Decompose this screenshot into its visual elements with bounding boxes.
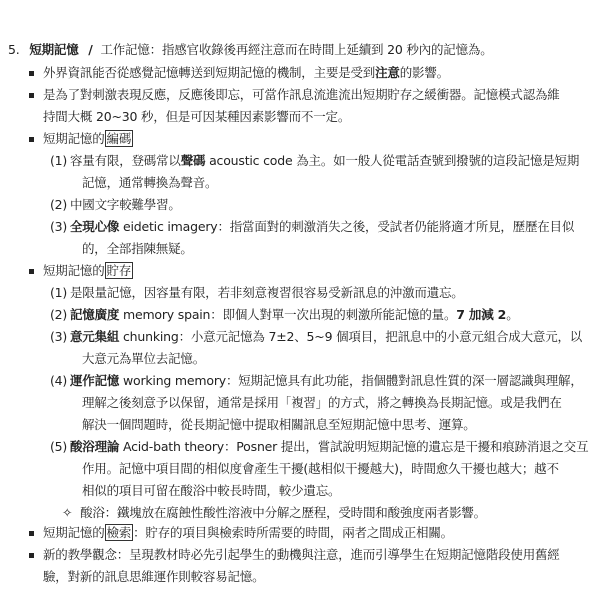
section-description: 工作記憶：指感官收錄後再經注意而在時間上延續到 20 秒內的記憶為。 (100, 42, 493, 57)
encoding-item-number: (3) (50, 219, 68, 234)
storage-item-3: 意元集組 chunking：小意元記憶為 7±2、5~9 個項目，把訊息中的小意元組合成大意元，以 (70, 329, 583, 344)
storage-item-4-line2: 理解之後刻意予以保留，通常是採用「複習」的方式，將之轉換為長期記憶。或是我們在 (82, 395, 562, 410)
bullet-attention: 外界資訊能否從感覺記憶轉送到短期記憶的機制，主要是受到注意的影響。 (43, 65, 449, 80)
storage-item-4-line3: 解決一個問題時，從長期記憶中提取相關訊息至短期記憶中思考、運算。 (82, 417, 476, 432)
acid-bath-note: ✧ 酸浴：鐵塊放在腐蝕性酸性溶液中分解之歷程，受時間和酸強度兩者影響。 (62, 505, 486, 520)
storage-item-number: (3) (50, 329, 68, 344)
bullet-marker (29, 531, 34, 536)
encoding-item-2: 中國文字較難學習。 (70, 197, 181, 212)
bullet-buffer-line2: 持間大概 20~30 秒，但是可因某種因素影響而不一定。 (43, 109, 351, 124)
section-heading (8, 42, 493, 58)
section-number: 5. (8, 42, 20, 57)
encoding-item-1: 容量有限，登碼常以聲碼 acoustic code 為主。如一般人從電話查號到撥號的這段記憶是短期 (70, 153, 580, 168)
bullet-marker (29, 137, 34, 142)
storage-item-1: 是限量記憶，因容量有限，若非刻意複習很容易受新訊息的沖激而遺忘。 (70, 285, 464, 300)
storage-item-5-line2: 作用。記憶中項目間的相似度會產生干擾(越相似干擾越大)，時間愈久干擾也越大；越不 (82, 461, 559, 476)
bullet-encoding: 短期記憶的 編碼 (43, 131, 132, 146)
encoding-item-1-line2: 記憶，通常轉換為聲音。 (82, 175, 218, 190)
storage-item-number: (1) (50, 285, 68, 300)
storage-item-number: (5) (50, 439, 68, 454)
storage-item-number: (4) (50, 373, 68, 388)
bullet-marker (29, 553, 34, 558)
bullet-teaching-line1: 新的教學觀念：呈現教材時必先引起學生的動機與注意，進而引導學生在短期記憶階段使用舊經 (43, 547, 560, 562)
encoding-item-number: (2) (50, 197, 68, 212)
storage-item-4: 運作記憶 working memory：短期記憶具有此功能，指個體對訊息性質的深一層認識與理解， (70, 373, 583, 388)
bullet-retrieval: 短期記憶的 檢索 ：貯存的項目與檢索時所需要的時間，兩者之間成正相關。 (43, 525, 453, 540)
storage-item-2: 記憶廣度 memory spain：即個人對單一次出現的刺激所能記憶的量。7 加減 2。 (70, 307, 519, 322)
storage-item-5-line3: 相似的項目可留在酸浴中較長時間，較少遺忘。 (82, 483, 341, 498)
bullet-buffer-line1: 是為了對刺激表現反應，反應後即忘，可當作訊息流進流出短期貯存之緩衝器。記憶模式認為維 (43, 87, 560, 102)
bullet-marker (29, 269, 34, 274)
retrieval-boxed-term: 檢索 (106, 525, 132, 540)
storage-item-number: (2) (50, 307, 68, 322)
section-title: 短期記憶 (29, 42, 79, 57)
section-slash: / (88, 42, 93, 57)
storage-item-3-line2: 大意元為單位去記憶。 (82, 351, 206, 366)
bullet-marker (29, 71, 34, 76)
bullet-storage: 短期記憶的 貯存 (43, 263, 132, 278)
attention-emphasis: 注意 (375, 65, 400, 80)
encoding-item-3-line2: 的，全部指陳無疑。 (82, 241, 193, 256)
storage-item-5: 酸浴理論 Acid-bath theory：Posner 提出，嘗試說明短期記憶的遺忘是干擾和痕跡消退之交互 (70, 439, 589, 454)
bullet-marker (29, 93, 34, 98)
encoding-boxed-term: 編碼 (106, 131, 132, 146)
encoding-item-number: (1) (50, 153, 68, 168)
diamond-bullet-icon: ✧ (62, 505, 73, 520)
bullet-teaching-line2: 驗，對新的訊息思維運作則較容易記憶。 (43, 569, 265, 584)
encoding-item-3: 全現心像 eidetic imagery：指當面對的刺激消失之後，受試者仍能將適才所見，歷歷在目似 (70, 219, 575, 234)
storage-boxed-term: 貯存 (106, 263, 132, 278)
